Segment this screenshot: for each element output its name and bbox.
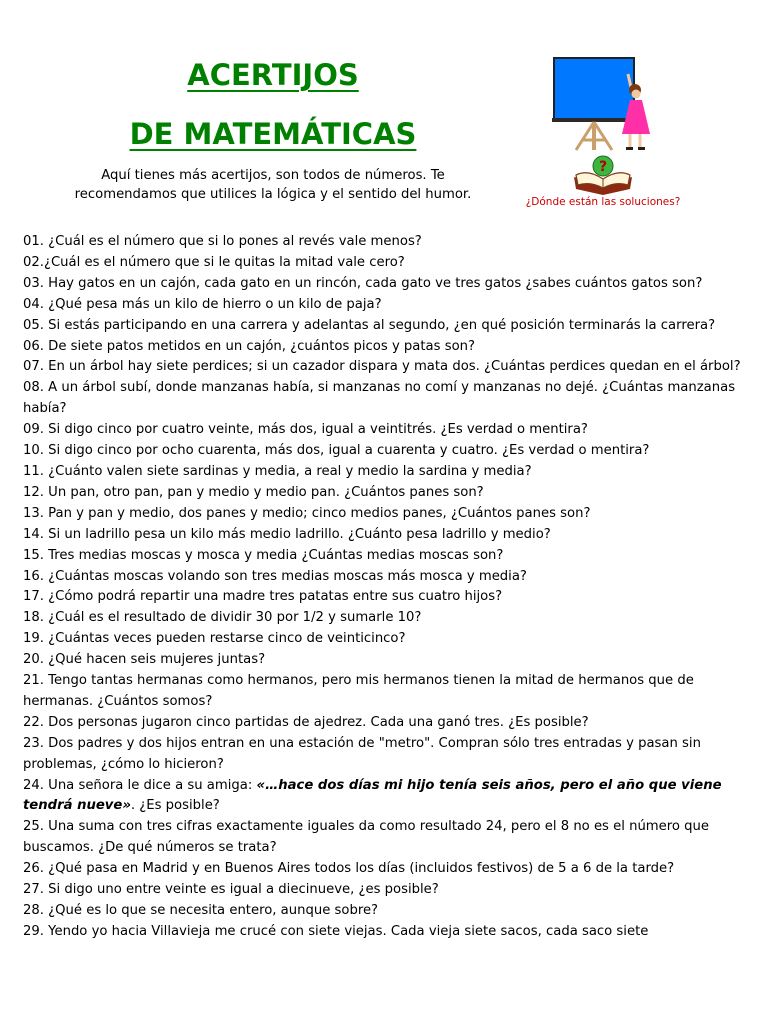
question-item: 16. ¿Cuántas moscas volando son tres medias moscas más mosca y media? — [23, 568, 527, 584]
question-item: 10. Si digo cinco por ocho cuarenta, más dos, igual a cuarenta y cuatro. ¿Es verdad o mentira? — [23, 443, 650, 459]
question-item: 25. Una suma con tres cifras exactamente iguales da como resultado 24, pero el 8 no es el número que buscamos. ¿De qué números se trata? — [23, 819, 709, 856]
book-question-mark: ? — [598, 159, 608, 175]
question-item: 28. ¿Qué es lo que se necesita entero, aunque sobre? — [23, 903, 379, 918]
girl-writing-on-blackboard-icon — [552, 56, 676, 152]
solutions-link[interactable]: ¿Dónde están las soluciones? — [525, 196, 681, 208]
question-quote: «…hace dos días mi hijo tenía seis años, pero el año que viene tendrá nueve» — [23, 777, 722, 814]
question-item: 06. De siete patos metidos en un cajón, ¿cuántos picos y patas son? — [23, 338, 476, 354]
question-item: 23. Dos padres y dos hijos entran en una estación de "metro". Compran sólo tres entradas y pasan sin problemas, ¿cómo lo hicieron? — [23, 735, 701, 772]
open-book-question-mark-icon — [570, 155, 636, 195]
question-text: 24. Una señora le dice a su amiga: — [23, 777, 257, 793]
intro-line-1: Aquí tienes más acertijos, son todos de números. Te — [101, 168, 445, 183]
question-item: 11. ¿Cuánto valen siete sardinas y media, a real y medio la sardina y media? — [23, 463, 532, 479]
question-item: 05. Si estás participando en una carrera y adelantas al segundo, ¿en qué posición terminarás la carrera? — [23, 317, 716, 333]
question-item: 07. En un árbol hay siete perdices; si un cazador dispara y mata dos. ¿Cuántas perdices quedan en el árbol? — [23, 359, 741, 375]
question-item: 08. A un árbol subí, donde manzanas había, si manzanas no comí y manzanas no dejé. ¿Cuántas manzanas había? — [23, 380, 736, 417]
question-item: 02.¿Cuál es el número que si le quitas la mitad vale cero? — [23, 254, 405, 270]
question-item: 17. ¿Cómo podrá repartir una madre tres patatas entre sus cuatro hijos? — [23, 589, 503, 605]
question-item: 01. ¿Cuál es el número que si lo pones al revés vale menos? — [23, 234, 422, 249]
title-line-2: DE MATEMÁTICAS — [129, 117, 417, 151]
question-item: 09. Si digo cinco por cuatro veinte, más dos, igual a veintitrés. ¿Es verdad o mentira? — [23, 422, 588, 438]
question-item: 19. ¿Cuántas veces pueden restarse cinco de veinticinco? — [23, 631, 406, 647]
question-item: 14. Si un ladrillo pesa un kilo más medio ladrillo. ¿Cuánto pesa ladrillo y medio? — [23, 526, 551, 542]
question-item: 18. ¿Cuál es el resultado de dividir 30 por 1/2 y sumarle 10? — [23, 610, 422, 626]
questions-list — [23, 232, 743, 943]
title-line-1: ACERTIJOS — [187, 58, 359, 92]
question-item: 13. Pan y pan y medio, dos panes y medio; cinco medios panes, ¿Cuántos panes son? — [23, 505, 591, 521]
question-item: 20. ¿Qué hacen seis mujeres juntas? — [23, 652, 266, 668]
question-text: . ¿Es posible? — [130, 798, 220, 814]
intro-line-2: recomendamos que utilices la lógica y el sentido del humor. — [74, 187, 472, 202]
question-item: 22. Dos personas jugaron cinco partidas de ajedrez. Cada una ganó tres. ¿Es posible? — [23, 714, 589, 730]
question-item — [23, 776, 743, 818]
question-item: 21. Tengo tantas hermanas como hermanos, pero mis hermanos tienen la mitad de hermanos que de hermanas. ¿Cuántos somos? — [23, 673, 694, 709]
question-item: 27. Si digo uno entre veinte es igual a diecinueve, ¿es posible? — [23, 882, 439, 898]
question-item: 03. Hay gatos en un cajón, cada gato en un rincón, cada gato ve tres gatos ¿sabes cuántos gatos son? — [23, 275, 703, 291]
intro-text — [40, 166, 506, 204]
question-item: 29. Yendo yo hacia Villavieja me crucé con siete viejas. Cada vieja siete sacos, cada saco siete — [23, 923, 649, 939]
question-item: 12. Un pan, otro pan, pan y medio y medio pan. ¿Cuántos panes son? — [23, 484, 484, 500]
question-item: 15. Tres medias moscas y mosca y media ¿Cuántas medias moscas son? — [23, 547, 504, 563]
question-item: 04. ¿Qué pesa más un kilo de hierro o un kilo de paja? — [23, 296, 382, 312]
question-item: 26. ¿Qué pasa en Madrid y en Buenos Aires todos los días (incluidos festivos) de 5 a 6 de la tarde? — [23, 861, 675, 877]
